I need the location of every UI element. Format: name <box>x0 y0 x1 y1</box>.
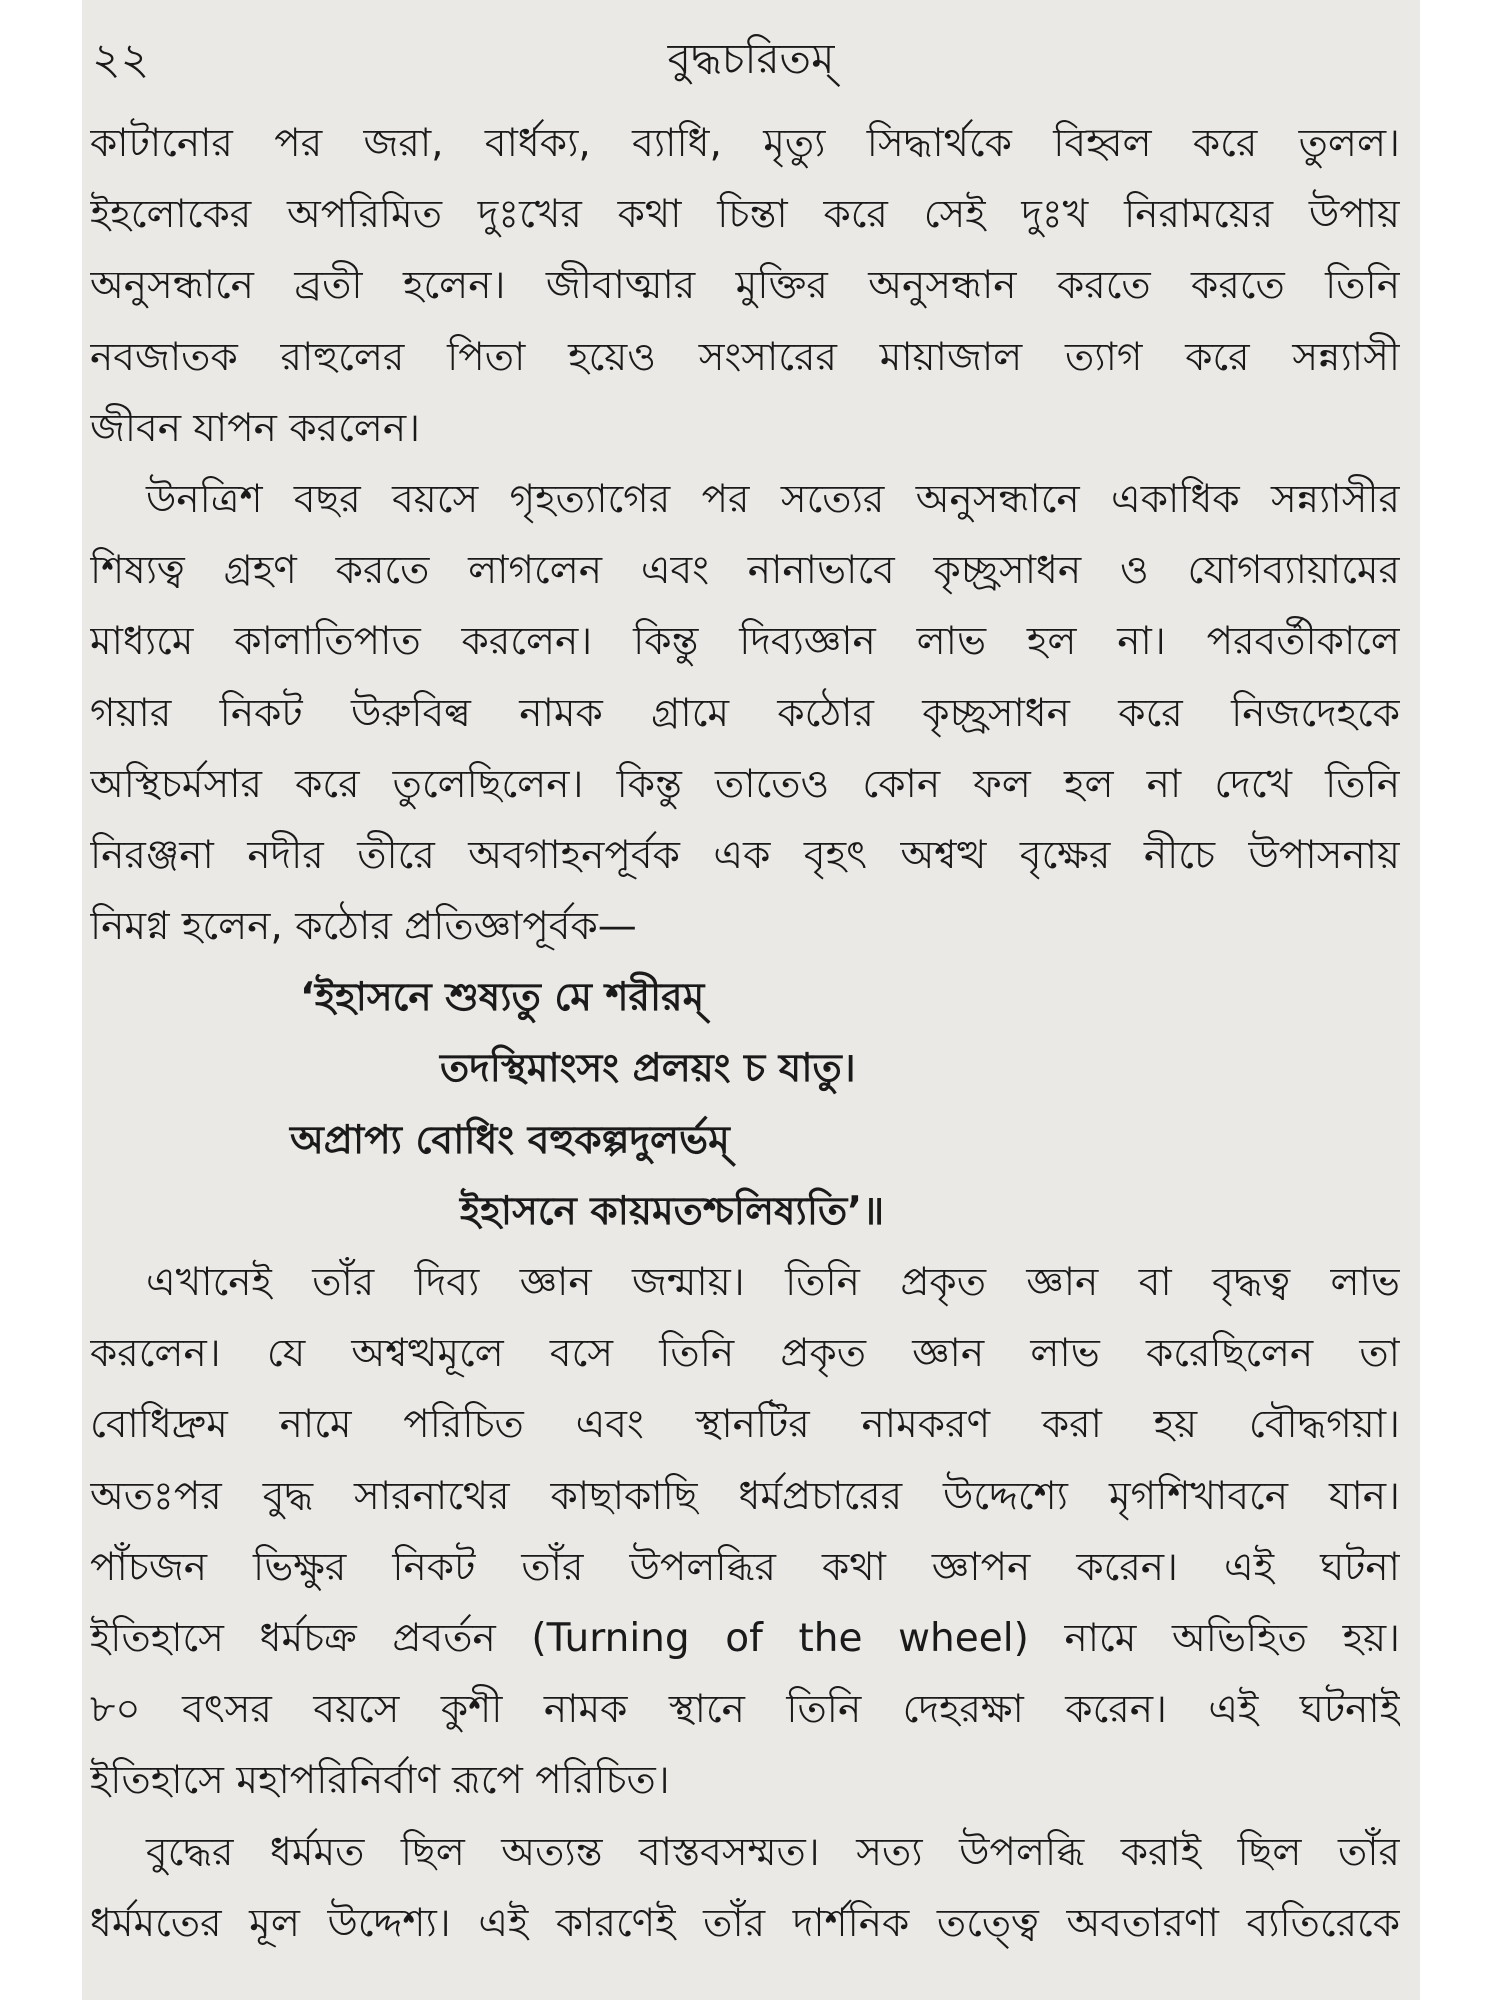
text-line: করলেন। যে অশ্বত্থমূলে বসে তিনি প্রকৃত জ্ঞান লাভ করেছিলেন তা <box>90 1331 1400 1377</box>
text-line: ইহলোকের অপরিমিত দুঃখের কথা চিন্তা করে সেই দুঃখ নিরাময়ের উপায় <box>90 192 1400 238</box>
text-line: গয়ার নিকট উরুবিল্ব নামক গ্রামে কঠোর কৃচ্ছ্রসাধন করে নিজদেহকে <box>90 690 1400 736</box>
text-line: বোধিদ্রুম নামে পরিচিত এবং স্থানটির নামকরণ করা হয় বৌদ্ধগয়া। <box>90 1402 1400 1448</box>
text-line: ধর্মমতের মূল উদ্দেশ্য। এই কারণেই তাঁর দার্শনিক তত্ত্বে অবতারণা ব্যতিরেকে <box>90 1900 1400 1946</box>
text-line: নিরঞ্জনা নদীর তীরে অবগাহনপূর্বক এক বৃহৎ অশ্বত্থ বৃক্ষের নীচে উপাসনায় <box>90 832 1400 878</box>
text-line: শিষ্যত্ব গ্রহণ করতে লাগলেন এবং নানাভাবে কৃচ্ছ্রসাধন ও যোগব্যায়ামের <box>90 548 1400 594</box>
text-line: অস্থিচর্মসার করে তুলেছিলেন। কিন্তু তাতেও কোন ফল হল না দেখে তিনি <box>90 761 1400 807</box>
verse-line: ইহাসনে কায়মতশ্চলিষ্যতি’॥ <box>460 1188 885 1234</box>
text-line: মাধ্যমে কালাতিপাত করলেন। কিন্তু দিব্যজ্ঞান লাভ হল না। পরবর্তীকালে <box>90 619 1400 665</box>
text-line: ইতিহাসে ধর্মচক্র প্রবর্তন (Turning of the wheel) নামে অভিহিত হয়। <box>90 1615 1400 1661</box>
text-line: নবজাতক রাহুলের পিতা হয়েও সংসারের মায়াজাল ত্যাগ করে সন্ন্যাসী <box>90 334 1400 380</box>
verse-line: অপ্রাপ্য বোধিং বহুকল্পদুলর্ভম্ <box>290 1117 730 1163</box>
text-line: অনুসন্ধানে ব্রতী হলেন। জীবাত্মার মুক্তির অনুসন্ধান করতে করতে তিনি <box>90 263 1400 309</box>
page-header <box>82 22 1420 94</box>
text-line: ৮০ বৎসর বয়সে কুশী নামক স্থানে তিনি দেহরক্ষা করেন। এই ঘটনাই <box>90 1687 1400 1733</box>
book-page <box>82 0 1420 2000</box>
running-title: বুদ্ধচরিতম্ <box>667 34 835 83</box>
text-line: ইতিহাসে মহাপরিনির্বাণ রূপে পরিচিত। <box>90 1758 670 1804</box>
text-line: কাটানোর পর জরা, বার্ধক্য, ব্যাধি, মৃত্যু সিদ্ধার্থকে বিহ্বল করে তুলল। <box>90 121 1400 166</box>
verse-line: তদস্থিমাংসং প্রলয়ং চ যাতু। <box>440 1046 856 1092</box>
text-line: পাঁচজন ভিক্ষুর নিকট তাঁর উপলব্ধির কথা জ্ঞাপন করেন। এই ঘটনা <box>90 1544 1400 1590</box>
text-line: অতঃপর বুদ্ধ সারনাথের কাছাকাছি ধর্মপ্রচারের উদ্দেশ্যে মৃগশিখাবনে যান। <box>90 1473 1400 1519</box>
text-line: বুদ্ধের ধর্মমত ছিল অত্যন্ত বাস্তবসম্মত। সত্য উপলব্ধি করাই ছিল তাঁর <box>146 1829 1400 1875</box>
page-number: ২২ <box>92 34 150 85</box>
text-line: উনত্রিশ বছর বয়সে গৃহত্যাগের পর সত্যের অনুসন্ধানে একাধিক সন্ন্যাসীর <box>146 476 1400 522</box>
body-text <box>90 108 1400 1959</box>
text-line: নিমগ্ন হলেন, কঠোর প্রতিজ্ঞাপূর্বক— <box>90 904 637 950</box>
verse-line: ‘ইহাসনে শুষ্যতু মে শরীরম্ <box>300 975 705 1021</box>
text-line: জীবন যাপন করলেন। <box>90 405 421 451</box>
text-line: এখানেই তাঁর দিব্য জ্ঞান জন্মায়। তিনি প্রকৃত জ্ঞান বা বৃদ্ধত্ব লাভ <box>146 1260 1400 1305</box>
